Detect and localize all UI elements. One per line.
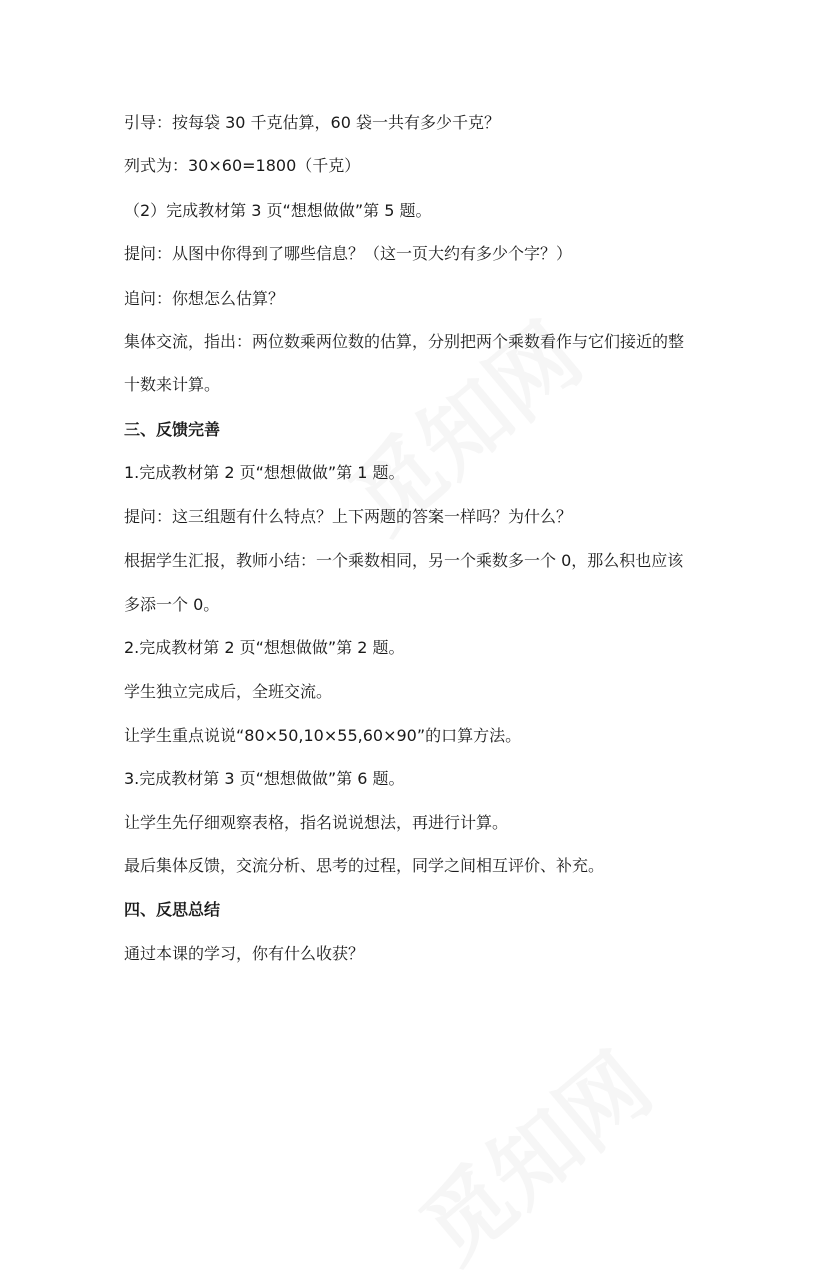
- text-line-discussion: 集体交流，指出：两位数乘两位数的估算，分别把两个乘数看作与它们接近的整: [124, 332, 685, 351]
- text-line-task-2: 2.完成教材第 2 页“想想做做”第 2 题。: [124, 638, 405, 657]
- text-line-task-3: 3.完成教材第 3 页“想想做做”第 6 题。: [124, 769, 405, 788]
- text-line-discussion-cont: 十数来计算。: [124, 375, 221, 394]
- text-line-summary-cont: 多添一个 0。: [124, 595, 220, 614]
- section-heading-feedback: 三、反馈完善: [124, 420, 221, 439]
- text-line-final-feedback: 最后集体反馈，交流分析、思考的过程，同学之间相互评价、补充。: [124, 856, 605, 875]
- text-line-question-2: 提问：这三组题有什么特点？上下两题的答案一样吗？为什么？: [124, 507, 573, 526]
- section-heading-reflection: 四、反思总结: [124, 900, 221, 919]
- watermark-bottom: [390, 1020, 673, 1286]
- text-line-oral-method: 让学生重点说说“80×50,10×55,60×90”的口算方法。: [124, 726, 522, 745]
- text-line-exercise-2: （2）完成教材第 3 页“想想做做”第 5 题。: [124, 201, 432, 220]
- text-line-independent: 学生独立完成后，全班交流。: [124, 682, 333, 701]
- text-line-guide: 引导：按每袋 30 千克估算，60 袋一共有多少千克？: [124, 113, 500, 132]
- text-line-formula: 列式为：30×60=1800（千克）: [124, 156, 361, 175]
- text-line-task-1: 1.完成教材第 2 页“想想做做”第 1 题。: [124, 463, 405, 482]
- text-line-followup: 追问：你想怎么估算？: [124, 289, 285, 308]
- text-line-question: 提问：从图中你得到了哪些信息？（这一页大约有多少个字？）: [124, 244, 573, 263]
- text-line-gains: 通过本课的学习，你有什么收获？: [124, 944, 365, 963]
- text-line-summary: 根据学生汇报，教师小结：一个乘数相同，另一个乘数多一个 0，那么积也应该: [124, 551, 684, 570]
- text-line-observe: 让学生先仔细观察表格，指名说说想法，再进行计算。: [124, 813, 509, 832]
